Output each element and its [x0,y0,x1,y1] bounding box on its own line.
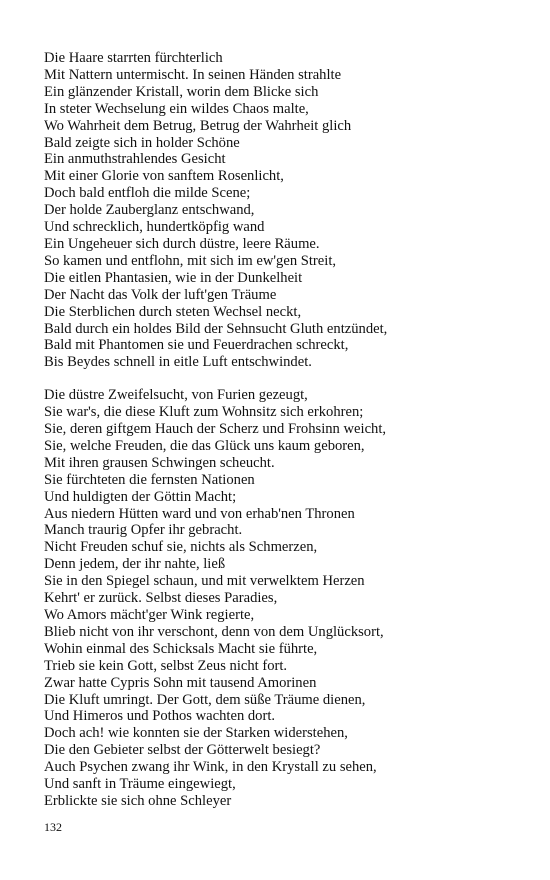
poem-line: Denn jedem, der ihr nahte, ließ [44,556,226,573]
poem-line: Sie, deren giftgem Hauch der Scherz und Frohsinn weicht, [44,421,387,438]
poem-line: Sie, welche Freuden, die das Glück uns kaum geboren, [44,437,365,454]
poem-line: Bald zeigte sich in holder Schöne [44,134,240,151]
poem-line: Zwar hatte Cypris Sohn mit tausend Amorinen [44,674,317,691]
poem-line: Die düstre Zweifelsucht, von Furien gezeugt, [44,387,308,404]
poem-line: Mit Nattern untermischt. In seinen Händen strahlte [44,66,342,83]
poem-line: Die den Gebieter selbst der Götterwelt besiegt? [44,742,321,759]
poem-line: Trieb sie kein Gott, selbst Zeus nicht fort. [44,657,288,674]
poem-line: Auch Psychen zwang ihr Wink, in den Krystall zu sehen, [44,759,377,776]
poem-line: Mit ihren grausen Schwingen scheucht. [44,454,275,471]
poem-line: Doch bald entfloh die milde Scene; [44,185,251,202]
poem-line: Und schrecklich, hundertköpfig wand [44,219,265,236]
poem-line: Wohin einmal des Schicksals Macht sie führte, [44,640,318,657]
poem-line: Sie war's, die diese Kluft zum Wohnsitz sich erkohren; [44,404,364,421]
stanza-2 [44,387,524,810]
poem-line: Nicht Freuden schuf sie, nichts als Schmerzen, [44,539,318,556]
poem-line: Der Nacht das Volk der luft'gen Träume [44,286,277,303]
poem-line: Und Himeros und Pothos wachten dort. [44,708,276,725]
poem-line: Manch traurig Opfer ihr gebracht. [44,522,243,539]
poem-line: Ein glänzender Kristall, worin dem Blicke sich [44,83,319,100]
poem-line: Ein anmuthstrahlendes Gesicht [44,151,226,168]
poem-line: Die Sterblichen durch steten Wechsel neckt, [44,303,302,320]
poem-line: In steter Wechselung ein wildes Chaos malte, [44,100,309,117]
poem-line: Die Kluft umringt. Der Gott, dem süße Träume dienen, [44,691,366,708]
poem-line: Erblickte sie sich ohne Schleyer [44,792,232,809]
poem-line: Wo Wahrheit dem Betrug, Betrug der Wahrheit glich [44,117,352,134]
poem-line: Der holde Zauberglanz entschwand, [44,202,255,219]
poem-line: Kehrt' er zurück. Selbst dieses Paradies, [44,590,278,607]
poem-line: Die Haare starrten fürchterlich [44,50,223,66]
poem-line: Sie fürchteten die fernsten Nationen [44,471,255,488]
poem-line: Ein Ungeheuer sich durch düstre, leere Räume. [44,235,320,252]
poem-line: Bald durch ein holdes Bild der Sehnsucht Gluth entzündet, [44,320,388,337]
poem-line: So kamen und entflohn, mit sich im ew'gen Streit, [44,252,337,269]
poem-line: Blieb nicht von ihr verschont, denn von dem Unglücksort, [44,623,384,640]
poem-line: Doch ach! wie konnten sie der Starken widerstehen, [44,725,348,742]
poem-line: Bald mit Phantomen sie und Feuerdrachen schreckt, [44,337,349,354]
poem-line: Bis Beydes schnell in eitle Luft entschwindet. [44,354,312,371]
page-number: 132 [44,820,62,834]
poem-line: Sie in den Spiegel schaun, und mit verwelktem Herzen [44,573,365,590]
stanza-1 [44,50,524,371]
poem-line: Die eitlen Phantasien, wie in der Dunkelheit [44,269,303,286]
poem-line: Und huldigten der Göttin Macht; [44,488,237,505]
poem-line: Und sanft in Träume eingewiegt, [44,776,236,793]
poem-line: Wo Amors mächt'ger Wink regierte, [44,607,255,623]
poem-line: Mit einer Glorie von sanftem Rosenlicht, [44,168,284,185]
poem-text [44,50,524,810]
poem-line: Aus niedern Hütten ward und von erhab'nen Thronen [44,505,355,522]
